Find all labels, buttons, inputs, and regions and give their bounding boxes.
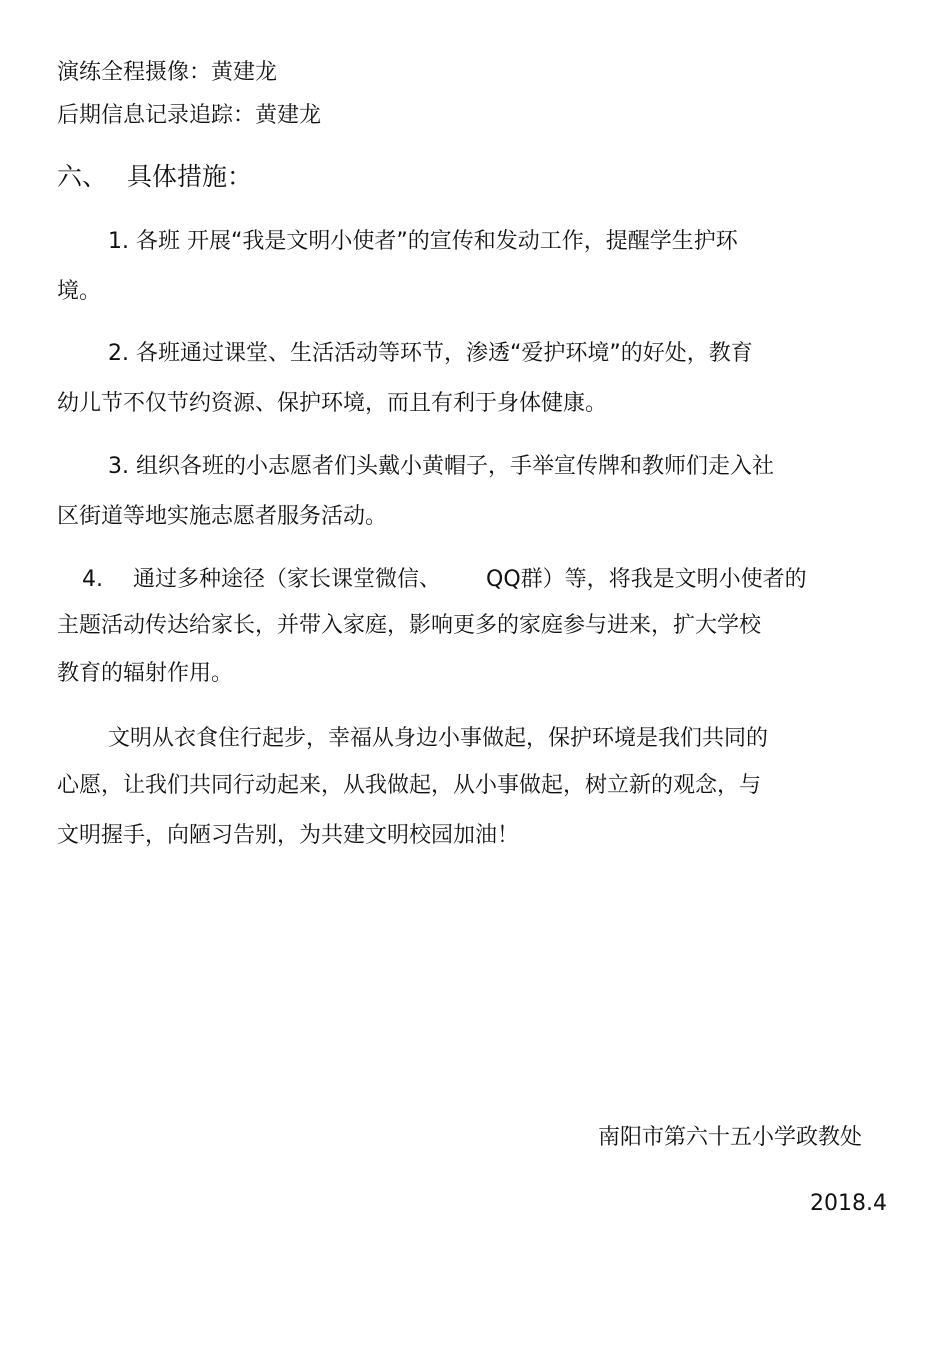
measure-2-line-1: 2. 各班通过课堂、生活活动等环节，渗透“爱护环境”的好处，教育 bbox=[108, 341, 753, 366]
signature-date: 2018.4 bbox=[810, 1191, 887, 1216]
measure-4-number: 4. bbox=[82, 567, 103, 592]
closing-line-1: 文明从衣食住行起步，幸福从身边小事做起，保护环境是我们共同的 bbox=[108, 726, 769, 751]
closing-line-3: 文明握手，向陋习告别，为共建文明校园加油！ bbox=[57, 823, 520, 848]
signature-org: 南阳市第六十五小学政教处 bbox=[597, 1125, 862, 1150]
measure-1-line-1: 1. 各班 开展“我是文明小使者”的宣传和发动工作，提醒学生护环 bbox=[108, 229, 738, 254]
measure-4-part-1: 通过多种途径（家长课堂微信、 bbox=[133, 567, 442, 592]
measure-3-line-2: 区街道等地实施志愿者服务活动。 bbox=[57, 504, 388, 529]
staff-tracking: 后期信息记录追踪：黄建龙 bbox=[57, 103, 322, 128]
section-heading bbox=[57, 162, 252, 192]
measure-2-line-2: 幼儿节不仅节约资源、保护环境，而且有利于身体健康。 bbox=[57, 391, 608, 416]
measure-4-line-3: 教育的辐射作用。 bbox=[57, 661, 234, 686]
section-number: 六、 bbox=[57, 162, 108, 191]
section-title: 具体措施： bbox=[127, 162, 253, 191]
measure-4-line-2: 主题活动传达给家长，并带入家庭，影响更多的家庭参与进来，扩大学校 bbox=[57, 613, 762, 638]
staff-filming: 演练全程摄像：黄建龙 bbox=[57, 60, 278, 85]
measure-4-part-2: QQ群）等，将我是文明小使者的 bbox=[486, 567, 807, 592]
measure-1-line-2: 境。 bbox=[57, 279, 102, 304]
measure-4-line-1 bbox=[82, 566, 807, 594]
closing-line-2: 心愿，让我们共同行动起来，从我做起，从小事做起，树立新的观念，与 bbox=[57, 773, 762, 798]
measure-3-line-1: 3. 组织各班的小志愿者们头戴小黄帽子，手举宣传牌和教师们走入社 bbox=[108, 454, 774, 479]
